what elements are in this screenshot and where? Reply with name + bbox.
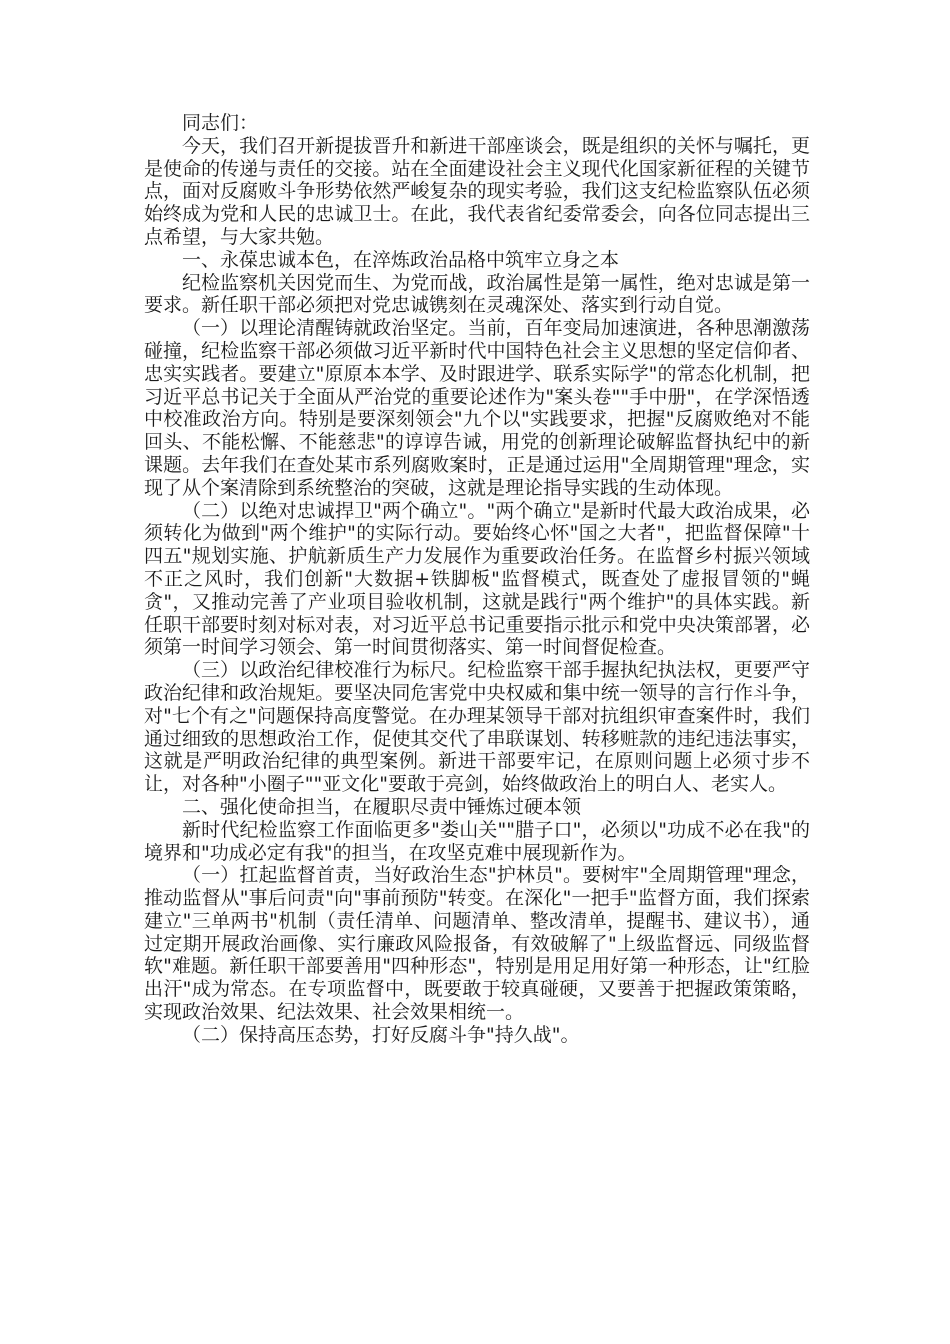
section-heading-2: 二、强化使命担当，在履职尽责中锤炼过硬本领 [182,795,582,818]
paragraph-section-2-intro: 新时代纪检监察工作面临更多"娄山关""腊子口"，必须以"功成不必在我"的境界和"功成必定有我"的担当，在攻坚克难中展现新作为。 [144,818,810,864]
paragraph-1-2: （二）以绝对忠诚捍卫"两个确立"。"两个确立"是新时代最大政治成果，必须转化为做到"两个维护"的实际行动。要始终心怀"国之大者"，把监督保障"十四五"规划实施、护航新质生产力发展作为重要政治任务。在监督乡村振兴领域不正之风时，我们创新"大数据+铁脚板"监督模式，既查处了虚报冒领的"蝇贪"，又推动完善了产业项目验收机制，这就是践行"两个维护"的具体实践。新任职干部要时刻对标对表，对习近平总书记重要指示批示和党中央决策部署，必须第一时间学习领会、第一时间贯彻落实、第一时间督促检查。 [144,499,810,659]
salutation: 同志们： [182,112,259,134]
paragraph-1-1: （一）以理论清醒铸就政治坚定。当前，百年变局加速演进，各种思潮激荡碰撞，纪检监察干部必须做习近平新时代中国特色社会主义思想的坚定信仰者、忠实实践者。要建立"原原本本学、及时跟进学、联系实际学"的常态化机制，把习近平总书记关于全面从严治党的重要论述作为"案头卷""手中册"，在学深悟透中校准政治方向。特别是要深刻领会"九个以"实践要求，把握"反腐败绝对不能回头、不能松懈、不能慈悲"的谆谆告诫，用党的创新理论破解监督执纪中的新课题。去年我们在查处某市系列腐败案时，正是通过运用"全周期管理"理念，实现了从个案清除到系统整治的突破，这就是理论指导实践的生动体现。 [144,317,810,499]
paragraph-intro: 今天，我们召开新提拔晋升和新进干部座谈会，既是组织的关怀与嘱托，更是使命的传递与责任的交接。站在全面建设社会主义现代化国家新征程的关键节点，面对反腐败斗争形势依然严峻复杂的现实考验，我们这支纪检监察队伍必须始终成为党和人民的忠诚卫士。在此，我代表省纪委常委会，向各位同志提出三点希望，与大家共勉。 [144,134,810,248]
paragraph-2-2: （二）保持高压态势，打好反腐斗争"持久战"。 [182,1023,580,1046]
section-heading-1: 一、永葆忠诚本色，在淬炼政治品格中筑牢立身之本 [182,248,620,271]
paragraph-section-1-intro: 纪检监察机关因党而生、为党而战，政治属性是第一属性，绝对忠诚是第一要求。新任职干部必须把对党忠诚镌刻在灵魂深处、落实到行动自觉。 [144,271,810,317]
document-page [144,112,810,1047]
paragraph-2-1: （一）扛起监督首责，当好政治生态"护林员"。要树牢"全周期管理"理念，推动监督从"事后问责"向"事前预防"转变。在深化"一把手"监督方面，我们探索建立"三单两书"机制（责任清单、问题清单、整改清单，提醒书、建议书），通过定期开展政治画像、实行廉政风险报备，有效破解了"上级监督远、同级监督软"难题。新任职干部要善用"四种形态"，特别是用足用好第一种形态，让"红脸出汗"成为常态。在专项监督中，既要敢于较真碰硬，又要善于把握政策策略，实现政治效果、纪法效果、社会效果相统一。 [144,864,810,1024]
paragraph-1-3: （三）以政治纪律校准行为标尺。纪检监察干部手握执纪执法权，更要严守政治纪律和政治规矩。要坚决同危害党中央权威和集中统一领导的言行作斗争，对"七个有之"问题保持高度警觉。在办理某领导干部对抗组织审查案件时，我们通过细致的思想政治工作，促使其交代了串联谋划、转移赃款的违纪违法事实，这就是严明政治纪律的典型案例。新进干部要牢记，在原则问题上必须寸步不让，对各种"小圈子""亚文化"要敢于亮剑，始终做政治上的明白人、老实人。 [144,659,810,796]
